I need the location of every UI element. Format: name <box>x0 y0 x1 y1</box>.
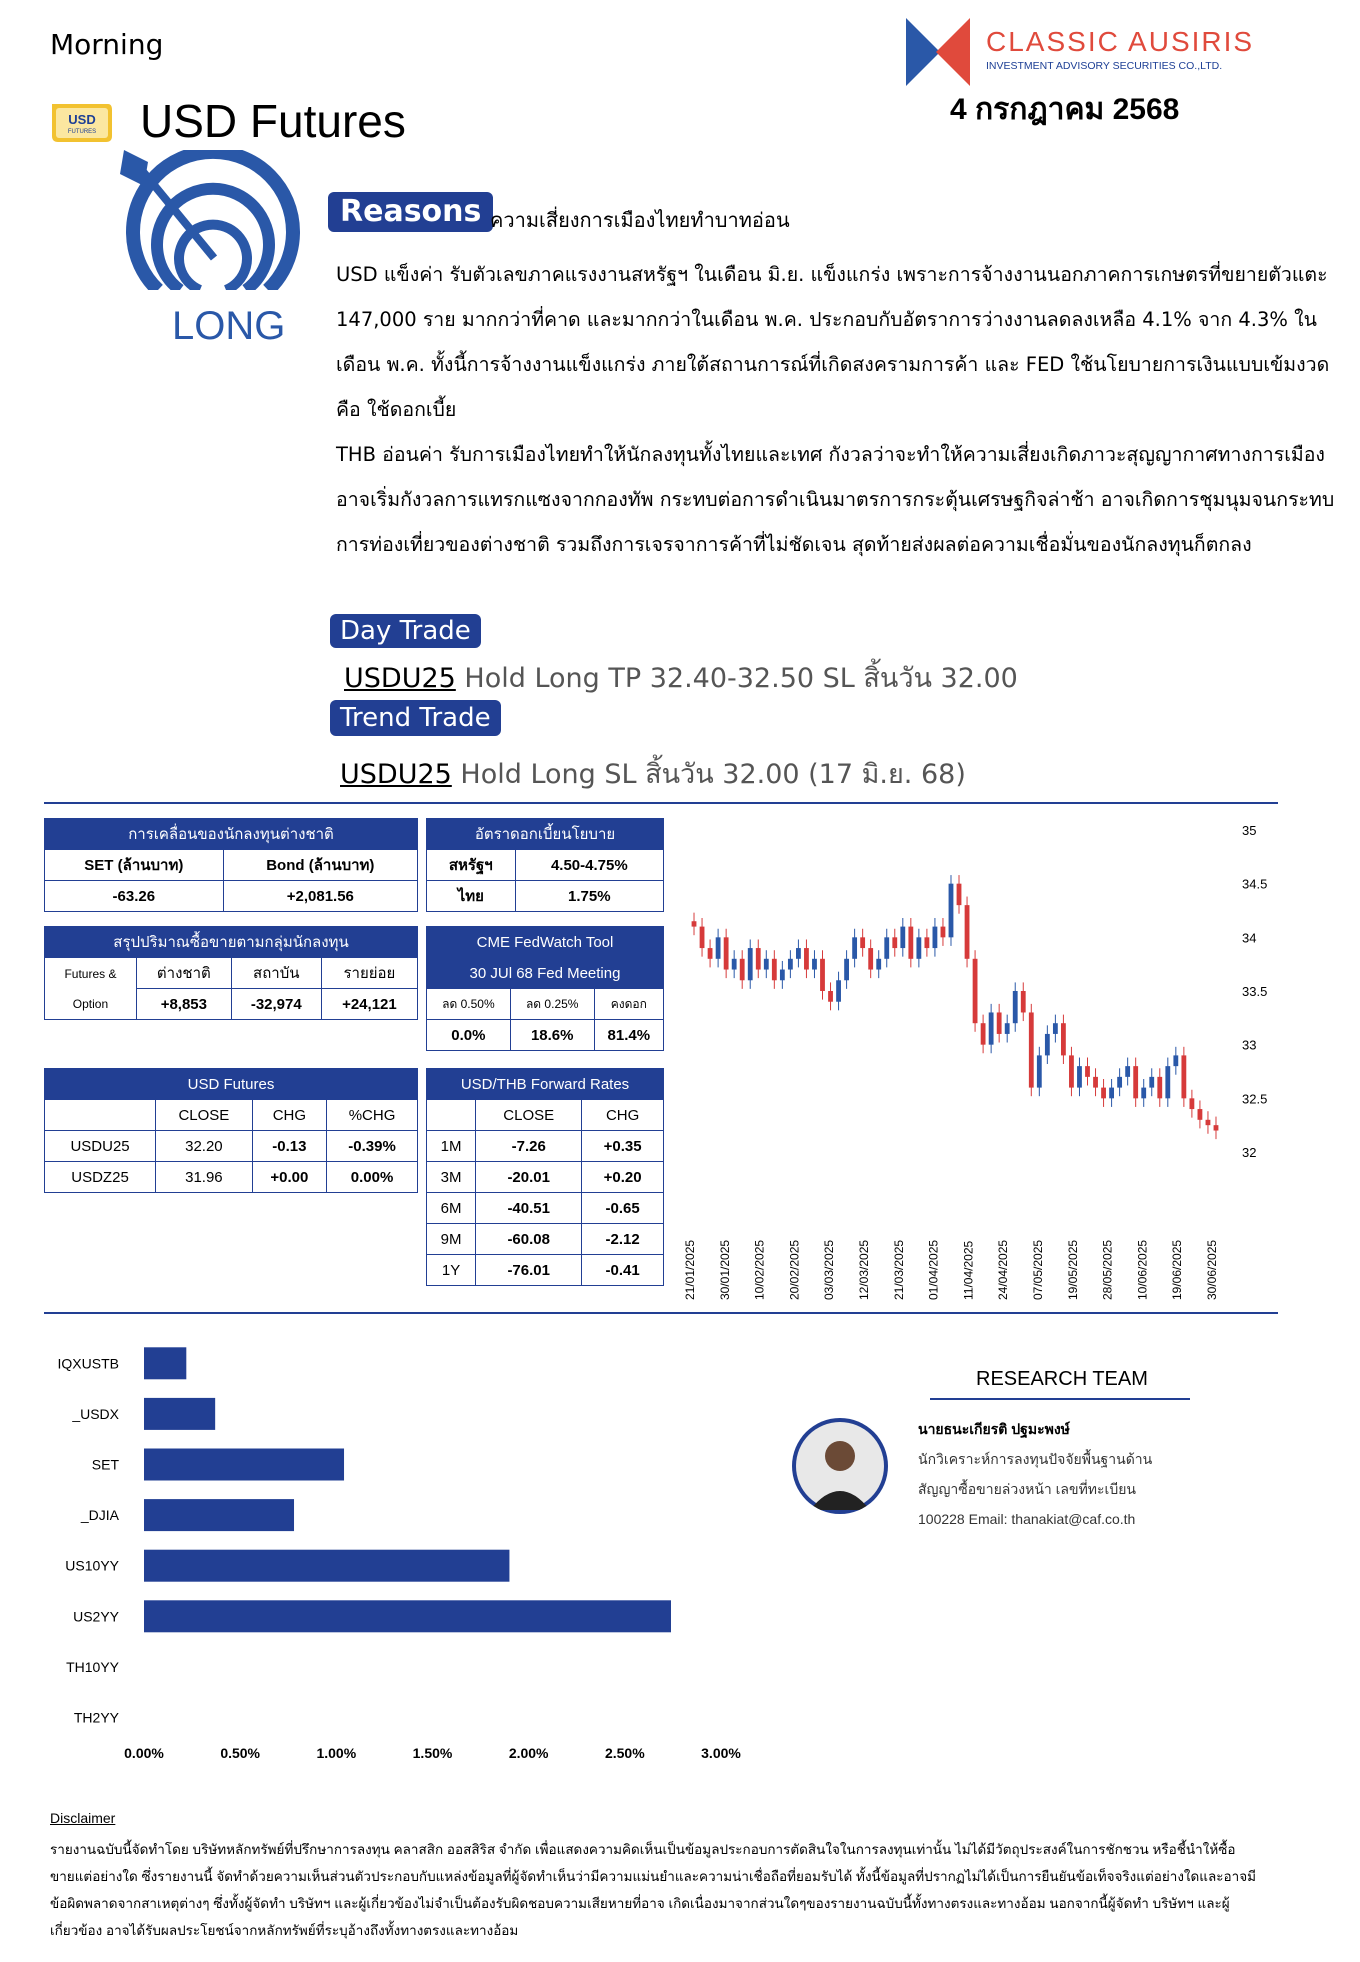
candle-body <box>1206 1120 1211 1125</box>
candle-body <box>708 948 713 959</box>
fedwatch-cut25-value: 18.6% <box>510 1020 594 1051</box>
forward-chg: -0.65 <box>582 1193 664 1224</box>
y-tick-label: 34.5 <box>1242 876 1268 892</box>
signal-direction: LONG <box>172 304 286 348</box>
divider-mid <box>44 1312 1278 1314</box>
candle-body <box>1013 991 1018 1023</box>
forward-tenor: 1Y <box>427 1255 476 1286</box>
candle-body <box>844 959 849 980</box>
usd-futures-pct: -0.39% <box>327 1131 418 1162</box>
usd-futures-title: USD Futures <box>45 1069 418 1100</box>
x-tick-label: 19/06/2025 <box>1170 1239 1185 1300</box>
brand-subtitle: INVESTMENT ADVISORY SECURITIES CO.,LTD. <box>986 60 1223 72</box>
investor-col-retail: รายย่อย <box>321 958 417 989</box>
y-tick-label: 33 <box>1242 1037 1257 1053</box>
forward-title: USD/THB Forward Rates <box>427 1069 664 1100</box>
candle-body <box>1093 1077 1098 1088</box>
policy-rate-us-value: 4.50-4.75% <box>515 850 663 881</box>
y-tick-label: 32.5 <box>1242 1091 1268 1107</box>
reasons-label: Reasons <box>328 192 493 232</box>
day-trade-label: Day Trade <box>330 614 481 648</box>
candle-body <box>1125 1066 1130 1077</box>
investor-institution-value: -32,974 <box>231 989 321 1020</box>
candle-body <box>1173 1055 1178 1066</box>
target-icon <box>118 150 308 290</box>
forward-tenor: 9M <box>427 1224 476 1255</box>
analyst-name: นายธนะเกียรติ ปฐมะพงษ์ <box>918 1421 1070 1437</box>
bar-category-label: US10YY <box>65 1557 119 1574</box>
candle-body <box>1005 1023 1010 1034</box>
investor-summary-label-1: Futures & <box>64 966 117 981</box>
yield-change-bar-chart <box>44 1330 764 1790</box>
forward-tenor: 1M <box>427 1131 476 1162</box>
usd-futures-logo <box>48 100 114 144</box>
candle-body <box>916 937 921 958</box>
candle-body <box>1069 1055 1074 1087</box>
usd-futures-close: 31.96 <box>156 1162 253 1193</box>
candle-body <box>1149 1077 1154 1088</box>
bar <box>144 1449 344 1481</box>
candle-body <box>973 959 978 1023</box>
bar <box>144 1398 215 1430</box>
candle-body <box>965 905 970 959</box>
usd-futures-col-close: CLOSE <box>156 1100 253 1131</box>
usd-futures-pct: 0.00% <box>327 1162 418 1193</box>
x-tick-label: 01/04/2025 <box>926 1239 941 1300</box>
policy-rate-us-label: สหรัฐฯ <box>427 850 516 881</box>
forward-chg: -2.12 <box>582 1224 664 1255</box>
fedwatch-subtitle: 30 JUl 68 Fed Meeting <box>427 958 664 989</box>
foreign-flow-col-bond: Bond (ล้านบาท) <box>223 850 417 881</box>
bar-category-label: IQXUSTB <box>57 1355 119 1372</box>
candle-body <box>1053 1023 1058 1034</box>
bar <box>144 1600 671 1632</box>
x-tick-label: 2.50% <box>604 1745 645 1761</box>
candle-body <box>1198 1109 1203 1120</box>
reasons-body <box>336 252 1356 567</box>
x-tick-label: 2.00% <box>508 1745 549 1761</box>
usd-futures-col-chg: CHG <box>252 1100 326 1131</box>
forward-close: -20.01 <box>476 1162 582 1193</box>
candle-body <box>924 937 929 948</box>
candle-body <box>796 948 801 959</box>
x-tick-label: 1.50% <box>412 1745 453 1761</box>
candle-body <box>772 959 777 980</box>
analyst-contact: 100228 Email: thanakiat@caf.co.th <box>918 1511 1136 1527</box>
trend-trade-text: Hold Long SL สิ้นวัน 32.00 (17 มิ.ย. 68) <box>451 759 966 790</box>
foreign-flow-col-set: SET (ล้านบาท) <box>45 850 224 881</box>
candle-body <box>1189 1098 1194 1109</box>
usd-futures-row-name: USDZ25 <box>45 1162 156 1193</box>
policy-rate-table <box>426 818 664 912</box>
forward-chg: -0.41 <box>582 1255 664 1286</box>
candle-body <box>876 959 881 970</box>
reasons-headline: ความเสี่ยงการเมืองไทยทำบาทอ่อน <box>490 208 790 232</box>
investor-foreign-value: +8,853 <box>136 989 231 1020</box>
candle-body <box>1045 1034 1050 1055</box>
reason-paragraph-thb: THB อ่อนค่า รับการเมืองไทยทำให้นักลงทุนทั้งไทยและเทศ กังวลว่าจะทำให้ความเสี่ยงเกิดภาวะสุญญากาศทางการเมือง อาจเริ่มกังวลการแทรกแซงจากกองทัพ กระทบต่อการดำเนินมาตรการกระตุ้นเศรษฐกิจล่าช้า อาจเกิดการชุมนุมจนกระทบการท่องเที่ยวของต่างชาติ รวมถึงการเจรจาการค้าที่ไม่ชัดเจน สุดท้ายส่งผลต่อความเชื่อมั่นของนักลงทุนก็ตกลง <box>336 443 1335 556</box>
candle-body <box>828 991 833 1002</box>
candle-body <box>1085 1066 1090 1077</box>
forward-rates-table <box>426 1068 664 1286</box>
candle-body <box>812 959 817 970</box>
fedwatch-table <box>426 926 664 1051</box>
trend-trade-line <box>340 752 966 795</box>
foreign-flow-set-value: -63.26 <box>45 881 224 912</box>
forward-chg: +0.35 <box>582 1131 664 1162</box>
forward-tenor: 3M <box>427 1162 476 1193</box>
analyst-license: สัญญาซื้อขายล่วงหน้า เลขที่ทะเบียน <box>918 1481 1136 1497</box>
bar-category-label: TH2YY <box>73 1709 119 1726</box>
brand-logo-icon <box>906 18 970 86</box>
investor-col-institution: สถาบัน <box>231 958 321 989</box>
candle-body <box>1101 1088 1106 1099</box>
x-tick-label: 3.00% <box>701 1745 741 1761</box>
analyst-avatar <box>792 1418 888 1514</box>
candle-body <box>1157 1077 1162 1098</box>
person-icon <box>792 1418 888 1514</box>
fedwatch-col-cut50: ลด 0.50% <box>427 989 511 1020</box>
candle-body <box>1109 1088 1114 1099</box>
x-tick-label: 12/03/2025 <box>857 1239 872 1300</box>
x-tick-label: 11/04/2025 <box>961 1240 976 1300</box>
policy-rate-th-label: ไทย <box>427 881 516 912</box>
candle-body <box>981 1023 986 1044</box>
candle-body <box>868 948 873 969</box>
candle-body <box>724 937 729 969</box>
x-tick-label: 10/02/2025 <box>752 1239 767 1300</box>
candle-body <box>1077 1066 1082 1087</box>
usd-futures-chg: +0.00 <box>252 1162 326 1193</box>
candle-body <box>1061 1023 1066 1055</box>
investor-summary-table <box>44 926 418 1020</box>
candle-body <box>788 959 793 970</box>
candle-body <box>997 1012 1002 1033</box>
svg-text:USD: USD <box>68 112 96 127</box>
report-date: 4 กรกฎาคม 2568 <box>950 93 1180 126</box>
candle-body <box>957 884 962 905</box>
usd-futures-close: 32.20 <box>156 1131 253 1162</box>
divider-top <box>44 802 1278 804</box>
x-tick-label: 03/03/2025 <box>822 1239 837 1300</box>
analyst-info <box>918 1414 1152 1534</box>
x-tick-label: 10/06/2025 <box>1135 1239 1150 1300</box>
bar-category-label: SET <box>91 1456 119 1473</box>
candle-body <box>756 948 761 969</box>
usd-futures-col-pct: %CHG <box>327 1100 418 1131</box>
x-tick-label: 1.00% <box>316 1745 357 1761</box>
candle-body <box>1029 1012 1034 1087</box>
forward-col-close: CLOSE <box>476 1100 582 1131</box>
x-tick-label: 0.00% <box>124 1745 164 1761</box>
foreign-flow-bond-value: +2,081.56 <box>223 881 417 912</box>
y-tick-label: 32 <box>1242 1145 1257 1160</box>
candle-body <box>1021 991 1026 1012</box>
reason-paragraph-usd: USD แข็งค่า รับตัวเลขภาคแรงงานสหรัฐฯ ในเดือน มิ.ย. แข็งแกร่ง เพราะการจ้างงานนอกภาคการเกษตรที่ขยายตัวแตะ 147,000 ราย มากกว่าที่คาด และมากกว่าในเดือน พ.ค. ประกอบกับอัตราการว่างงานลดลงเหลือ 4.1% จาก 4.3% ในเดือน พ.ค. ทั้งนี้การจ้างงานแข็งแกร่ง ภายใต้สถานการณ์ที่เกิดสงครามการค้า และ FED ใช้นโยบายการเงินแบบเข้มงวด คือ ใช้ดอกเบี้ย <box>336 263 1330 421</box>
x-tick-label: 30/01/2025 <box>717 1239 732 1300</box>
candle-body <box>1133 1066 1138 1098</box>
candle-body <box>1141 1088 1146 1099</box>
forward-tenor: 6M <box>427 1193 476 1224</box>
bar <box>144 1347 186 1379</box>
research-underline <box>930 1398 1190 1400</box>
research-team-title: RESEARCH TEAM <box>976 1368 1148 1390</box>
fedwatch-col-hold: คงดอก <box>594 989 663 1020</box>
candle-body <box>764 959 769 970</box>
candle-body <box>989 1012 994 1044</box>
x-tick-label: 30/06/2025 <box>1205 1239 1220 1300</box>
bar <box>144 1550 509 1582</box>
candle-body <box>1117 1077 1122 1088</box>
forward-close: -60.08 <box>476 1224 582 1255</box>
candle-body <box>1165 1066 1170 1098</box>
candle-body <box>884 937 889 958</box>
policy-rate-title: อัตราดอกเบี้ยนโยบาย <box>427 819 664 850</box>
foreign-flow-title: การเคลื่อนของนักลงทุนต่างชาติ <box>45 819 418 850</box>
day-trade-text: Hold Long TP 32.40-32.50 SL สิ้นวัน 32.00 <box>455 663 1018 694</box>
candle-body <box>852 937 857 958</box>
candle-body <box>892 937 897 948</box>
session-label: Morning <box>50 28 164 61</box>
x-tick-label: 21/01/2025 <box>683 1239 697 1300</box>
candle-body <box>933 927 938 948</box>
candle-body <box>1037 1055 1042 1087</box>
x-tick-label: 28/05/2025 <box>1100 1239 1115 1300</box>
candle-body <box>860 937 865 948</box>
usd-futures-chg: -0.13 <box>252 1131 326 1162</box>
y-tick-label: 34 <box>1242 930 1257 946</box>
x-tick-label: 24/04/2025 <box>996 1239 1011 1300</box>
candle-body <box>780 970 785 981</box>
fedwatch-hold-value: 81.4% <box>594 1020 663 1051</box>
usdthb-candlestick-chart <box>680 812 1280 1312</box>
candle-body <box>716 937 721 958</box>
candle-body <box>820 959 825 991</box>
candle-body <box>836 980 841 1001</box>
candle-body <box>900 927 905 948</box>
bar <box>144 1499 294 1531</box>
candle-body <box>1181 1055 1186 1098</box>
candle-body <box>949 884 954 938</box>
foreign-flow-table <box>44 818 418 912</box>
bar-category-label: US2YY <box>73 1608 119 1625</box>
candle-body <box>1214 1125 1219 1130</box>
fedwatch-col-cut25: ลด 0.25% <box>510 989 594 1020</box>
day-trade-line <box>344 656 1018 699</box>
policy-rate-th-value: 1.75% <box>515 881 663 912</box>
day-trade-code: USDU25 <box>344 663 456 694</box>
bar-category-label: _DJIA <box>80 1507 119 1524</box>
analyst-role: นักวิเคราะห์การลงทุนปัจจัยพื้นฐานด้าน <box>918 1451 1153 1467</box>
investor-col-foreign: ต่างชาติ <box>136 958 231 989</box>
trend-trade-label: Trend Trade <box>330 700 501 736</box>
investor-summary-title: สรุปปริมาณซื้อขายตามกลุ่มนักลงทุน <box>45 927 418 958</box>
candle-body <box>748 948 753 980</box>
fedwatch-title: CME FedWatch Tool <box>427 927 664 958</box>
candle-body <box>804 948 809 969</box>
candle-body <box>700 927 705 948</box>
disclaimer-title: Disclaimer <box>50 1810 116 1826</box>
bar-category-label: _USDX <box>72 1405 119 1422</box>
forward-chg: +0.20 <box>582 1162 664 1193</box>
forward-close: -76.01 <box>476 1255 582 1286</box>
svg-text:FUTURES: FUTURES <box>67 129 97 135</box>
trend-trade-code: USDU25 <box>340 759 452 790</box>
investor-summary-label-2: Option <box>72 996 109 1011</box>
disclaimer-text: รายงานฉบับนี้จัดทำโดย บริษัทหลักทรัพย์ที่ปรึกษาการลงทุน คลาสสิก ออสสิริส จำกัด เพื่อแสดงความคิดเห็นเป็นข้อมูลประกอบการตัดสินใจในการลงทุนเท่านั้น ไม่ได้มีวัตถุประสงค์ในการชักชวน หรือชี้นำให้ซื้อขายแต่อย่างใด ซึ่งรายงานนี้ จัดทำด้วยความเห็นส่วนตัวประกอบกับแหล่งข้อมูลที่ผู้จัดทำเห็นว่ามีความแม่นยำและความน่าเชื่อถือที่ยอมรับได้ ทั้งนี้ข้อมูลที่ปรากฏไม่ได้เป็นการยืนยันข้อเท็จจริงแต่อย่างใดและอาจมีข้อผิดพลาดจากสาเหตุต่างๆ ซึ่งทั้งผู้จัดทำ บริษัทฯ และผู้เกี่ยวข้องไม่จำเป็นต้องรับผิดชอบความเสียหายที่อาจ เกิดเนื่องมาจากส่วนใดๆของรายงานฉบับนี้ทั้งทางตรงและทางอ้อม นอกจากนี้ผู้จัดทำ บริษัทฯ และผู้เกี่ยวข้อง อาจได้รับผลประโยชน์จากหลักทรัพย์ที่ระบุอ้างถึงทั้งทางตรงและทางอ้อม <box>50 1842 1257 1938</box>
forward-close: -40.51 <box>476 1193 582 1224</box>
y-tick-label: 33.5 <box>1242 984 1268 999</box>
investor-retail-value: +24,121 <box>321 989 417 1020</box>
forward-col-chg: CHG <box>582 1100 664 1131</box>
brand-name: CLASSIC AUSIRIS <box>986 26 1255 57</box>
x-tick-label: 19/05/2025 <box>1065 1239 1080 1300</box>
candle-body <box>908 927 913 959</box>
page-title: USD Futures <box>140 95 406 147</box>
x-tick-label: 20/02/2025 <box>787 1239 802 1300</box>
y-tick-label: 35 <box>1242 823 1257 838</box>
candle-body <box>740 959 745 980</box>
forward-close: -7.26 <box>476 1131 582 1162</box>
candle-body <box>941 927 946 938</box>
x-tick-label: 0.50% <box>220 1745 261 1761</box>
bar-category-label: TH10YY <box>66 1658 119 1675</box>
usd-futures-row-name: USDU25 <box>45 1131 156 1162</box>
candle-body <box>732 959 737 970</box>
candle-body <box>692 921 697 926</box>
x-tick-label: 07/05/2025 <box>1031 1239 1046 1300</box>
x-tick-label: 21/03/2025 <box>891 1239 906 1300</box>
fedwatch-cut50-value: 0.0% <box>427 1020 511 1051</box>
usd-futures-table <box>44 1068 418 1193</box>
